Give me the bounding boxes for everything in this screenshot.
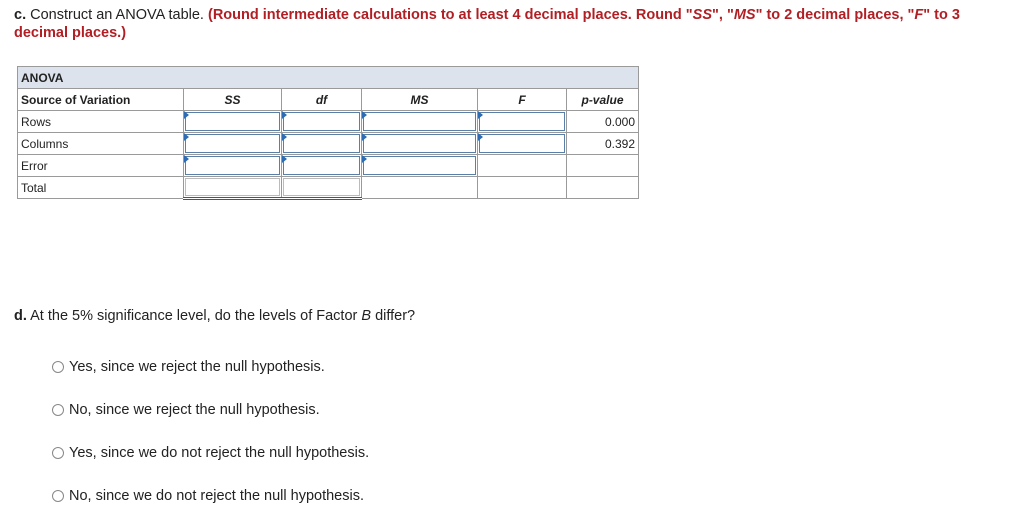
- rounding-text-2: ", ": [712, 7, 734, 23]
- dropdown-arrow-icon: [282, 155, 287, 163]
- columns-f-input[interactable]: [479, 134, 565, 153]
- rows-ss-input[interactable]: [185, 112, 280, 131]
- rounding-ss: SS: [692, 7, 713, 23]
- rows-pvalue: 0.000: [567, 111, 639, 133]
- anova-title: ANOVA: [18, 67, 639, 89]
- columns-ms-input[interactable]: [363, 134, 476, 153]
- header-ms: MS: [362, 89, 478, 111]
- dropdown-arrow-icon: [478, 133, 483, 141]
- header-df: df: [282, 89, 362, 111]
- total-pvalue: [567, 177, 639, 199]
- radio-button-icon[interactable]: [52, 361, 64, 373]
- option-2-label: No, since we reject the null hypothesis.: [69, 402, 320, 418]
- part-d-text-1: At the 5% significance level, do the levels of Factor: [26, 308, 362, 324]
- option-3[interactable]: [52, 445, 369, 461]
- total-df-input[interactable]: [283, 178, 360, 196]
- total-ms-cell: [362, 177, 478, 199]
- row-label-error: Error: [18, 155, 184, 177]
- rounding-f: F: [914, 7, 924, 23]
- radio-button-icon[interactable]: [52, 447, 64, 459]
- option-1-label: Yes, since we reject the null hypothesis.: [69, 359, 325, 375]
- table-row-total: [18, 177, 639, 199]
- option-2[interactable]: [52, 402, 320, 418]
- columns-ss-input[interactable]: [185, 134, 280, 153]
- header-f: F: [478, 89, 567, 111]
- row-label-columns: Columns: [18, 133, 184, 155]
- column-header-row: [18, 89, 639, 111]
- row-label-total: Total: [18, 177, 184, 199]
- error-df-input[interactable]: [283, 156, 360, 175]
- dropdown-arrow-icon: [184, 155, 189, 163]
- radio-button-icon[interactable]: [52, 404, 64, 416]
- option-3-label: Yes, since we do not reject the null hypothesis.: [69, 445, 370, 461]
- dropdown-arrow-icon: [362, 155, 367, 163]
- row-label-rows: Rows: [18, 111, 184, 133]
- total-f-cell: [478, 177, 567, 199]
- rounding-text-3: " to 2 decimal places, ": [755, 7, 915, 23]
- dropdown-arrow-icon: [282, 133, 287, 141]
- rows-f-input[interactable]: [479, 112, 565, 131]
- table-row-rows: [18, 111, 639, 133]
- anova-table: [17, 66, 639, 200]
- option-1[interactable]: [52, 359, 325, 375]
- dropdown-arrow-icon: [362, 133, 367, 141]
- part-c-text: Construct an ANOVA table.: [26, 7, 208, 23]
- error-pvalue: [567, 155, 639, 177]
- option-4[interactable]: [52, 488, 364, 504]
- table-row-columns: [18, 133, 639, 155]
- dropdown-arrow-icon: [362, 111, 367, 119]
- rows-df-input[interactable]: [283, 112, 360, 131]
- columns-df-input[interactable]: [283, 134, 360, 153]
- part-d-label: d.: [14, 308, 27, 324]
- error-ms-input[interactable]: [363, 156, 476, 175]
- rounding-text-4: " to 3 decimal places.): [14, 7, 960, 41]
- dropdown-arrow-icon: [184, 111, 189, 119]
- part-c-instructions: [14, 6, 1004, 42]
- dropdown-arrow-icon: [282, 111, 287, 119]
- radio-button-icon[interactable]: [52, 490, 64, 502]
- table-row-error: [18, 155, 639, 177]
- dropdown-arrow-icon: [478, 111, 483, 119]
- columns-pvalue: 0.392: [567, 133, 639, 155]
- anova-title-row: [18, 67, 639, 89]
- error-ss-input[interactable]: [185, 156, 280, 175]
- header-pvalue: p-value: [567, 89, 639, 111]
- rows-ms-input[interactable]: [363, 112, 476, 131]
- header-source: Source of Variation: [18, 89, 184, 111]
- option-4-label: No, since we do not reject the null hypothesis.: [69, 488, 364, 504]
- part-d-text-2: differ?: [371, 308, 416, 324]
- part-d-question: [14, 308, 415, 324]
- error-f-cell: [478, 155, 567, 177]
- total-ss-input[interactable]: [185, 178, 280, 196]
- rounding-text-1: (Round intermediate calculations to at least 4 decimal places. Round ": [207, 7, 693, 23]
- rounding-ms: MS: [733, 7, 756, 23]
- part-c-label: c.: [14, 7, 27, 23]
- dropdown-arrow-icon: [184, 133, 189, 141]
- header-ss: SS: [184, 89, 282, 111]
- part-d-factor: B: [361, 308, 372, 324]
